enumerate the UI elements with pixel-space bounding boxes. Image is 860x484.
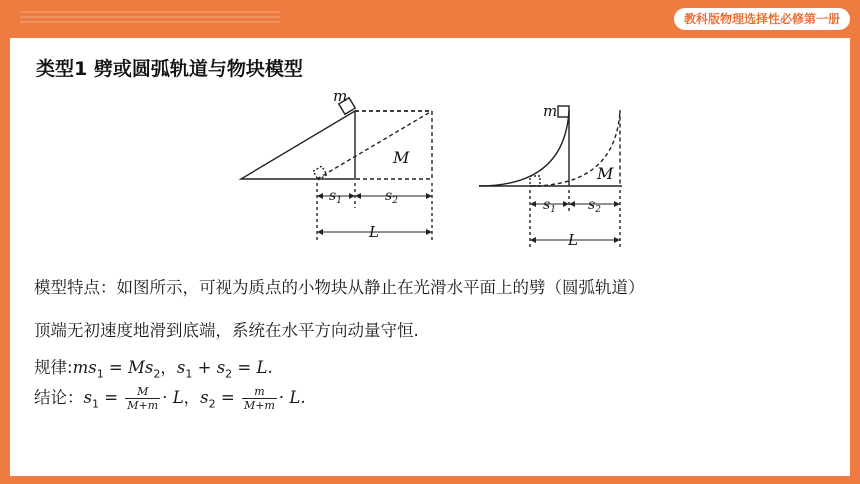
law-formula: 规律$:ms_1 = Ms_2$，$s_1 + s_2 = L$. — [34, 358, 273, 381]
label-s2: $s_2$ — [385, 188, 398, 206]
label-M: M — [597, 164, 614, 183]
law-label: 规律: — [34, 358, 73, 377]
conclusion-label: 结论： — [34, 388, 84, 407]
arc-track-diagram — [10, 38, 850, 258]
label-s2: $s_2$ — [588, 197, 601, 215]
fraction-m: $\frac{m}{M+m}$ — [243, 385, 275, 412]
label-m: m — [333, 87, 348, 105]
label-m: m — [543, 102, 558, 120]
label-M: M — [393, 148, 410, 167]
block-m-final — [530, 176, 540, 186]
label-L: L — [369, 223, 379, 241]
decorative-lines — [20, 8, 280, 24]
block-m — [558, 106, 569, 117]
label-L: L — [568, 231, 578, 249]
conclusion-formula: 结论：$s_1$ = $\frac{M}{M+m}$ · L，$s_2$ = $\frac{m}{M+m}$ · L. — [34, 385, 306, 412]
section-title: 类型1 劈或圆弧轨道与物块模型 — [36, 58, 303, 80]
label-s1: $s_1$ — [329, 188, 342, 206]
label-s1: $s_1$ — [543, 197, 556, 215]
arc-track — [479, 110, 569, 186]
text-line-2: 顶端无初速度地滑到底端，系统在水平方向动量守恒. — [34, 321, 419, 340]
text-line-1: 模型特点：如图所示，可视为质点的小物块从静止在光滑水平面上的劈（圆弧轨道） — [34, 278, 645, 297]
content-card — [10, 38, 850, 476]
fraction-M: $\frac{M}{M+m}$ — [127, 385, 159, 412]
book-tag: 教科版物理选择性必修第一册 — [674, 8, 850, 30]
